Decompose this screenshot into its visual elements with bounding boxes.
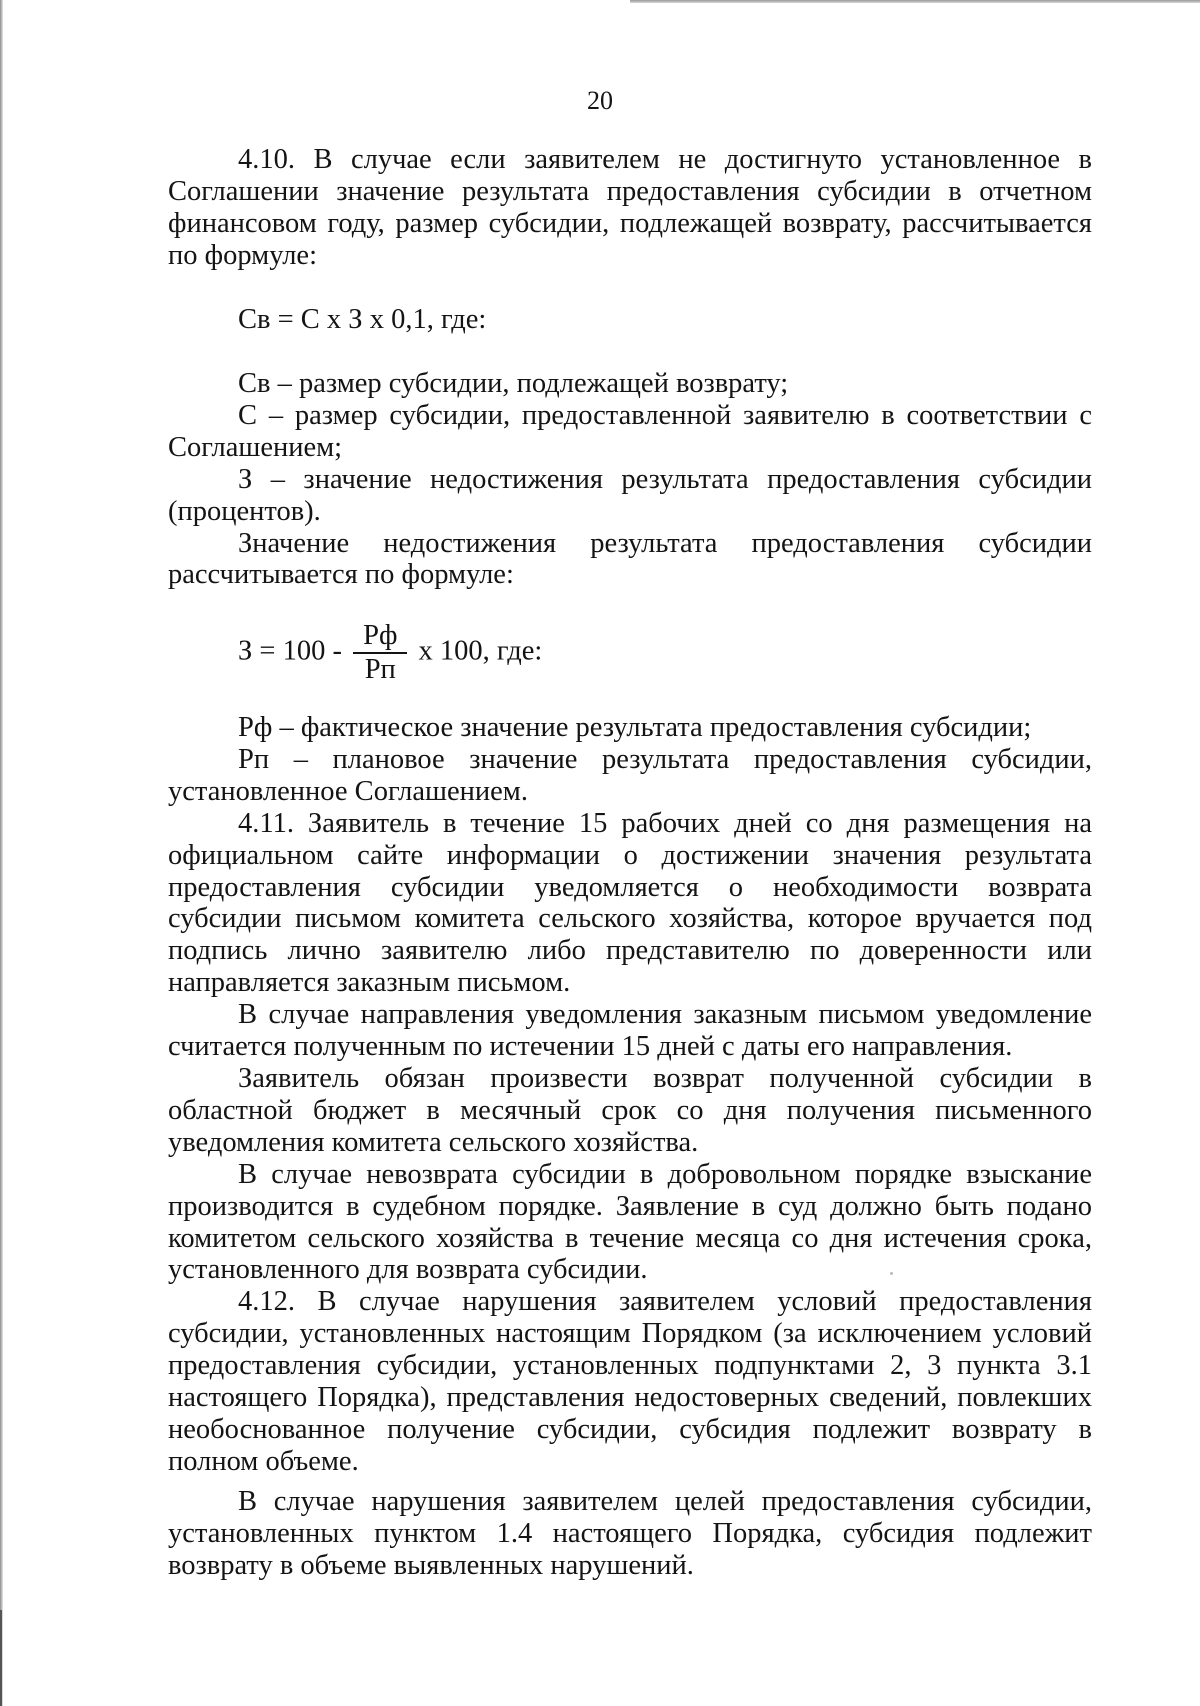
page-number: 20 — [587, 86, 613, 115]
definition-rp: Рп – плановое значение результата предоставления субсидии, установленное Соглашением. — [168, 743, 1092, 807]
paragraph-return: Заявитель обязан произвести возврат полученной субсидии в областной бюджет в месячный срок со дня получения письменного уведомления комитета сельского хозяйства. — [168, 1062, 1092, 1158]
formula-z-fraction — [353, 622, 407, 684]
z-formula-intro: Значение недостижения результата предоставления субсидии рассчитывается по формуле: — [168, 527, 1092, 591]
formula-z-right: х 100, где: — [418, 635, 543, 667]
scan-speck — [890, 1272, 893, 1275]
fraction-numerator: Рф — [353, 622, 407, 654]
paragraph-court: В случае невозврата субсидии в добровольном порядке взыскание производится в судебном порядке. Заявление в суд должно быть подано комитетом сельского хозяйства в течение месяца со дня истечения срока, установленного для возврата субсидии. — [168, 1158, 1092, 1286]
paragraph-notice: В случае направления уведомления заказным письмом уведомление считается полученным по истечении 15 дней с даты его направления. — [168, 999, 1092, 1063]
paragraph-4-10: 4.10. В случае если заявителем не достигнуто установленное в Соглашении значение результата предоставления субсидии в отчетном финансовом году, размер субсидии, подлежащей возврату, рассчитывается по формуле: — [168, 144, 1092, 271]
formula-z-left: З = 100 - — [238, 635, 342, 667]
formula-z — [238, 622, 542, 684]
definition-z: З – значение недостижения результата предоставления субсидии (процентов). — [168, 463, 1092, 527]
scan-edge-top — [630, 0, 1200, 3]
paragraph-4-12: 4.12. В случае нарушения заявителем условий предоставления субсидии, установленных настоящим Порядком (за исключением условий предоставления субсидии, установленных подпунктами 2, 3 пункта 3.1 настоящего Порядка), представления недостоверных сведений, повлекших необоснованное получение субсидии, субсидия подлежит возврату в полном объеме. — [168, 1286, 1092, 1477]
paragraph-goals: В случае нарушения заявителем целей предоставления субсидии, установленных пунктом 1.4 настоящего Порядка, субсидия подлежит возврату в объеме выявленных нарушений. — [168, 1485, 1092, 1581]
definitions-block-1 — [168, 368, 1092, 591]
definition-sv: Св – размер субсидии, подлежащей возврату; — [238, 368, 789, 399]
definition-c: С – размер субсидии, предоставленной заявителю в соответствии с Соглашением; — [168, 399, 1092, 463]
main-text-block — [168, 712, 1092, 1581]
scan-edge-mark — [0, 1610, 2, 1706]
formula-sv: Св = С х З х 0,1, где: — [238, 304, 487, 335]
section-4-10 — [168, 144, 1092, 272]
definition-rf: Рф – фактическое значение результата предоставления субсидии; — [238, 712, 1032, 743]
fraction-denominator: Рп — [364, 654, 396, 685]
scan-edge-left — [0, 0, 3, 1706]
paragraph-4-11: 4.11. Заявитель в течение 15 рабочих дней со дня размещения на официальном сайте информации о достижении значения результата предоставления субсидии уведомляется о необходимости возврата субсидии письмом комитета сельского хозяйства, которое вручается под подпись лично заявителю либо представителю по доверенности или направляется заказным письмом. — [168, 807, 1092, 999]
